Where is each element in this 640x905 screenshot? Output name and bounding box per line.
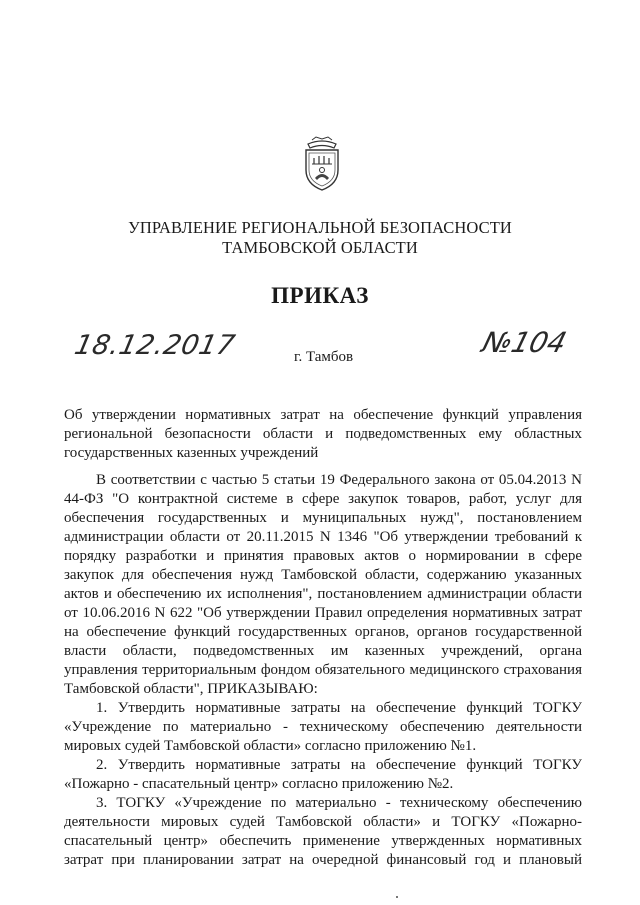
document-subject: Об утверждении нормативных затрат на обеспечение функций управления региональной безопасности области и подведомственных ему областных государственных казенных учреждений [64,407,582,461]
preamble-paragraph: В соответствии с частью 5 статьи 19 Федерального закона от 05.04.2013 N 44-ФЗ "О контрактной системе в сфере закупок товаров, работ, услуг для обеспечения государственных и муниципальных нужд", постановлением администрации области от 20.11.2015 N 1346 "Об утверждении требований к порядку разработки и принятия правовых актов о нормировании в сфере закупок для обеспечения нужд Тамбовской области, содержанию указанных актов и обеспечению их исполнения", постановлением администрации области от 10.06.2016 N 622 "Об утверждении Правил определения нормативных затрат на обеспечение функций государственных органов, органов государственной власти области, подведомственных им казенных учреждений, органа управления территориальным фондом обязательного медицинского страхования Тамбовской области", ПРИКАЗЫВАЮ: [64,472,582,697]
order-item-3: 3. ТОГКУ «Учреждение по материально - техническому обеспечению деятельности мировых судей Тамбовской области» и ТОГКУ «Пожарно-спасательный центр» обеспечить применение утвержденных нормативных затрат при планировании затрат на очередной финансовый год и плановый [64,795,582,868]
scan-speck [396,896,398,898]
coat-of-arms-emblem [300,134,344,192]
city-label: г. Тамбов [294,349,354,365]
document-body [64,471,582,870]
handwritten-order-number: №104 [478,326,570,359]
order-item-2: 2. Утвердить нормативные затраты на обеспечение функций ТОГКУ «Пожарно - спасательный центр» согласно приложению №2. [64,757,582,792]
organization-name [0,218,640,258]
organization-line-2: ТАМБОВСКОЙ ОБЛАСТИ [222,238,418,257]
order-item-1: 1. Утвердить нормативные затраты на обеспечение функций ТОГКУ «Учреждение по материально - техническому обеспечению деятельности мировых судей Тамбовской области» согласно приложению №1. [64,700,582,754]
document-type-title: ПРИКАЗ [271,283,369,308]
organization-line-1: УПРАВЛЕНИЕ РЕГИОНАЛЬНОЙ БЕЗОПАСНОСТИ [128,218,512,237]
handwritten-date: 18.12.2017 [71,330,238,361]
